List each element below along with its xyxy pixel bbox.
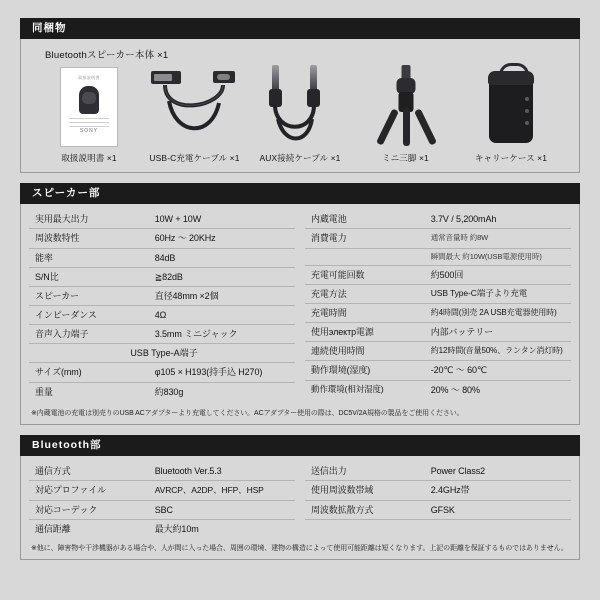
spec-value: 84dB [149,248,295,267]
spec-key: 通信方式 [29,462,149,481]
spec-key: 通信距離 [35,523,71,534]
accessory-caption: キャリーケース ×1 [474,153,548,164]
table-row [29,519,295,538]
spec-value: USB Type-C端子より充電 [425,284,571,303]
table-row [305,361,571,380]
spec-value: Bluetooth Ver.5.3 [149,462,295,481]
speaker-spec-left [29,210,295,400]
spec-value: SBC [149,500,295,519]
accessory-caption: 取扱説明書 ×1 [61,153,117,164]
manual-illustration [37,63,141,147]
accessory-caption: USB-C充電ケーブル ×1 [149,153,240,164]
table-row [29,229,295,248]
spec-key: 動作環境(湿度) [305,361,425,380]
spec-key: 対応コーデック [29,500,149,519]
bluetooth-section [20,435,580,560]
table-row [29,500,295,519]
spec-key: 対応プロファイル [29,481,149,500]
tripod-illustration [354,63,458,147]
bluetooth-heading: Bluetooth部 [20,435,580,456]
carry-case-lid [488,71,534,85]
aux-cable-illustration [248,63,352,147]
manual-brand-text: SONY [79,128,99,135]
spec-value: GFSK [425,500,571,519]
spec-value: 約500回 [425,265,571,284]
speaker-section [20,183,580,425]
spec-key: サイズ(mm) [29,363,149,382]
speaker-spec-right [305,210,571,400]
accessories-subtitle: Bluetoothスピーカー本体 ×1 [45,50,169,62]
spec-key: 送信出力 [305,462,425,481]
manual-speaker-drawing [79,86,99,114]
spec-key: 充電方法 [305,284,425,303]
table-row [305,342,571,361]
spec-value: 内部バッテリー [425,323,571,342]
spec-value: AVRCP、A2DP、HFP、HSP [149,481,295,500]
table-row [29,363,295,382]
table-row [305,323,571,342]
table-row [29,267,295,286]
manual-top-text: 取扱説明書 [78,75,100,81]
carry-case-icon [483,63,539,147]
spec-value: 4Ω [149,305,295,324]
speaker-body [20,204,580,425]
spec-value: 3.5mm ミニジャック [149,325,295,344]
spec-value: 瞬間最大 約10W(USB電源使用時) [425,248,571,265]
bluetooth-body [20,456,580,560]
spec-key: 動作環境(相対湿度) [311,383,384,394]
accessory-caption: ミニ三脚 ×1 [382,153,429,164]
spec-value: 最大約10m [154,523,199,534]
spec-value: 約830g [154,386,184,397]
tripod-icon [362,63,450,147]
speaker-note: ※内蔵電池の充電は別売りのUSB ACアダプターより充電してください。ACアダプター使用の際は、DC5V/2A規格の製品をご使用ください。 [31,409,464,417]
table-row [305,481,571,500]
usb-cable-wire [145,77,245,149]
spec-value: 通常音量時 約8W [425,229,571,248]
table-row [29,305,295,324]
table-row [29,481,295,500]
accessory-aux-cable [248,63,352,164]
spec-key: インピーダンス [29,305,149,324]
usb-cable-illustration [143,63,247,147]
table-row [29,210,295,229]
spec-value: 20% 〜 80% [430,384,480,395]
spec-key: 実用最大出力 [29,210,149,229]
spec-key: 能率 [29,248,149,267]
table-row [29,382,295,401]
spec-value: 60Hz 〜 20KHz [149,229,295,248]
table-row [305,380,571,399]
spec-key: 充電可能回数 [305,265,425,284]
aux-plug-right [310,65,317,91]
accessories-body [20,39,580,173]
table-row [305,229,571,248]
spec-key: 使用周波数帯域 [305,481,425,500]
tripod-leg [376,109,399,146]
table-row [305,519,571,538]
accessories-section [20,18,580,173]
spec-value: 3.7V / 5,200mAh [425,210,571,229]
spec-value: 直径48mm ×2個 [149,286,295,305]
manual-booklet-icon [60,67,118,147]
speaker-heading: スピーカー部 [20,183,580,204]
spec-value: 約4時間(別売 2A USB充電器使用時) [425,303,571,322]
spec-value: φ105 × H193(持手込 H270) [149,363,295,382]
table-row [29,248,295,267]
table-row [305,248,571,265]
spec-value: Power Class2 [425,462,571,481]
table-row [29,344,295,363]
table-row [29,462,295,481]
accessories-heading: 同梱物 [20,18,580,39]
table-row [305,284,571,303]
accessory-usb-c-cable [143,63,247,164]
spec-key: 連続使用時間 [305,342,425,361]
spec-value: 約12時間(音量50%、ランタン消灯時) [425,342,571,361]
accessory-manual [37,63,141,164]
table-row [305,500,571,519]
aux-cable-icon [252,65,348,147]
table-row [305,265,571,284]
tripod-leg [403,108,410,146]
spec-key: 周波数特性 [29,229,149,248]
table-row [305,210,571,229]
table-row [29,286,295,305]
spec-key: 重量 [35,386,53,397]
spec-value: -20℃ 〜 60℃ [425,361,571,380]
usb-cable-icon [145,67,245,147]
bluetooth-note: ※他に、障害物や干渉機器がある場合や、人が間に入った場合、周囲の環境、建物の構造によって使用可能距離は短くなります。上記の距離を保証するものではありません。 [31,544,568,552]
aux-plug-left [272,65,279,91]
spec-key: 使用электр電源 [305,323,425,342]
accessories-row [31,63,569,164]
spec-key: 音声入力端子 [29,325,149,344]
spec-key: スピーカー [29,286,149,305]
tripod-leg [414,109,437,146]
spec-value: 2.4GHz帯 [425,481,571,500]
accessory-carry-case [459,63,563,164]
bluetooth-spec-right [305,462,571,538]
accessory-mini-tripod [354,63,458,164]
spec-key: 充電時間 [305,303,425,322]
accessory-caption: AUX接続ケーブル ×1 [259,153,341,164]
table-row [305,462,571,481]
spec-key: 内蔵電池 [305,210,425,229]
bluetooth-spec-left [29,462,295,538]
spec-value: USB Type-A端子 [29,344,295,363]
spec-key: 消費電力 [305,229,425,248]
table-row [29,325,295,344]
carry-case-illustration [459,63,563,147]
spec-value: 10W + 10W [149,210,295,229]
spec-value: ≧82dB [149,267,295,286]
spec-key: 周波数拡散方式 [305,500,425,519]
table-row [305,303,571,322]
spec-key: S/N比 [29,267,149,286]
aux-cable-wire [252,103,348,147]
